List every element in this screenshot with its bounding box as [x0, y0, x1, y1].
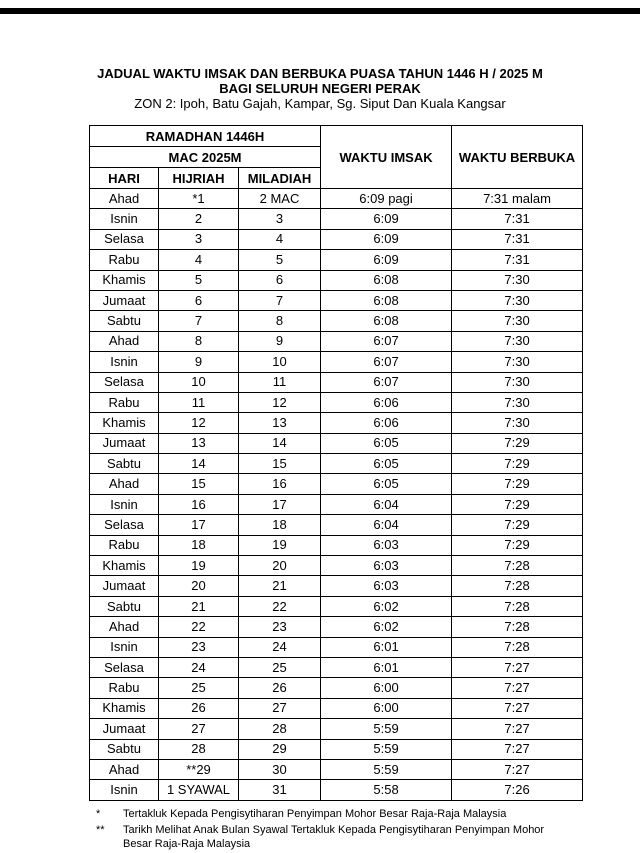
footnote-1-mark: *: [96, 808, 101, 820]
table-row: [90, 637, 583, 657]
cell-hari: Rabu: [90, 678, 159, 698]
table-row: [90, 474, 583, 494]
cell-hari: Isnin: [90, 780, 159, 800]
cell-hijriah: 24: [159, 657, 239, 677]
cell-hari: Jumaat: [90, 433, 159, 453]
cell-imsak: 6:01: [321, 637, 452, 657]
cell-miladiah: 17: [239, 494, 321, 514]
cell-imsak: 6:04: [321, 494, 452, 514]
cell-hijriah: 2: [159, 209, 239, 229]
cell-berbuka: 7:27: [452, 678, 583, 698]
cell-imsak: 6:07: [321, 352, 452, 372]
cell-berbuka: 7:28: [452, 596, 583, 616]
cell-berbuka: 7:30: [452, 290, 583, 310]
cell-miladiah: 9: [239, 331, 321, 351]
header-hijriah: HIJRIAH: [159, 168, 239, 189]
cell-imsak: 5:59: [321, 759, 452, 779]
cell-hijriah: 28: [159, 739, 239, 759]
cell-miladiah: 25: [239, 657, 321, 677]
table-row: [90, 209, 583, 229]
cell-berbuka: 7:29: [452, 535, 583, 555]
cell-miladiah: 15: [239, 454, 321, 474]
cell-hijriah: 17: [159, 515, 239, 535]
cell-hari: Isnin: [90, 637, 159, 657]
cell-hari: Isnin: [90, 494, 159, 514]
cell-miladiah: 30: [239, 759, 321, 779]
cell-imsak: 6:05: [321, 433, 452, 453]
cell-imsak: 6:07: [321, 331, 452, 351]
cell-miladiah: 2 MAC: [239, 189, 321, 209]
table-row: [90, 413, 583, 433]
cell-imsak: 6:04: [321, 515, 452, 535]
cell-imsak: 6:08: [321, 270, 452, 290]
cell-miladiah: 4: [239, 229, 321, 249]
cell-hijriah: 5: [159, 270, 239, 290]
cell-berbuka: 7:30: [452, 352, 583, 372]
cell-imsak: 6:05: [321, 454, 452, 474]
cell-imsak: 6:06: [321, 392, 452, 412]
cell-hijriah: 11: [159, 392, 239, 412]
cell-berbuka: 7:29: [452, 474, 583, 494]
cell-imsak: 6:02: [321, 596, 452, 616]
cell-hijriah: 27: [159, 719, 239, 739]
cell-berbuka: 7:27: [452, 698, 583, 718]
cell-miladiah: 31: [239, 780, 321, 800]
cell-imsak: 6:09: [321, 229, 452, 249]
table-row: [90, 535, 583, 555]
cell-berbuka: 7:31: [452, 229, 583, 249]
cell-hijriah: 21: [159, 596, 239, 616]
footnote-2: [96, 823, 566, 851]
cell-miladiah: 27: [239, 698, 321, 718]
cell-imsak: 6:03: [321, 556, 452, 576]
cell-berbuka: 7:27: [452, 739, 583, 759]
cell-imsak: 6:08: [321, 290, 452, 310]
table-row: [90, 596, 583, 616]
cell-hijriah: 4: [159, 250, 239, 270]
cell-miladiah: 28: [239, 719, 321, 739]
table-row: [90, 352, 583, 372]
table-row: [90, 433, 583, 453]
cell-hari: Selasa: [90, 372, 159, 392]
cell-miladiah: 23: [239, 617, 321, 637]
footnote-2-text: Tarikh Melihat Anak Bulan Syawal Tertakluk Kepada Pengisytiharan Penyimpan Mohor Besar Raja-Raja Malaysia: [123, 824, 545, 850]
table-row: [90, 290, 583, 310]
header-hari: HARI: [90, 168, 159, 189]
cell-hari: Khamis: [90, 270, 159, 290]
footnote-1-text: Tertakluk Kepada Pengisytiharan Penyimpan Mohor Besar Raja-Raja Malaysia: [123, 808, 507, 820]
cell-hari: Rabu: [90, 535, 159, 555]
cell-miladiah: 20: [239, 556, 321, 576]
top-border-bar: [0, 8, 640, 14]
table-row: [90, 678, 583, 698]
cell-hijriah: 9: [159, 352, 239, 372]
cell-miladiah: 10: [239, 352, 321, 372]
cell-hari: Sabtu: [90, 311, 159, 331]
cell-hari: Ahad: [90, 617, 159, 637]
cell-hari: Isnin: [90, 352, 159, 372]
cell-miladiah: 26: [239, 678, 321, 698]
cell-hijriah: 1 SYAWAL: [159, 780, 239, 800]
header-miladiah: MILADIAH: [239, 168, 321, 189]
cell-miladiah: 21: [239, 576, 321, 596]
cell-miladiah: 29: [239, 739, 321, 759]
cell-hari: Rabu: [90, 250, 159, 270]
table-row: [90, 311, 583, 331]
cell-hijriah: 22: [159, 617, 239, 637]
cell-hari: Sabtu: [90, 454, 159, 474]
cell-hari: Khamis: [90, 413, 159, 433]
cell-imsak: 6:03: [321, 576, 452, 596]
table-row: [90, 392, 583, 412]
cell-hari: Khamis: [90, 556, 159, 576]
cell-miladiah: 24: [239, 637, 321, 657]
table-row: [90, 515, 583, 535]
table-row: [90, 698, 583, 718]
cell-hari: Sabtu: [90, 596, 159, 616]
cell-hijriah: 23: [159, 637, 239, 657]
footnote-1: [96, 807, 566, 821]
cell-hari: Selasa: [90, 657, 159, 677]
cell-hari: Sabtu: [90, 739, 159, 759]
header-waktu-berbuka: WAKTU BERBUKA: [452, 126, 583, 189]
cell-berbuka: 7:28: [452, 576, 583, 596]
cell-berbuka: 7:30: [452, 270, 583, 290]
cell-hari: Jumaat: [90, 290, 159, 310]
cell-hijriah: 19: [159, 556, 239, 576]
table-row: [90, 229, 583, 249]
cell-berbuka: 7:31: [452, 250, 583, 270]
cell-imsak: 6:08: [321, 311, 452, 331]
cell-miladiah: 3: [239, 209, 321, 229]
schedule-table: [89, 125, 583, 801]
cell-imsak: 6:09: [321, 209, 452, 229]
cell-imsak: 6:03: [321, 535, 452, 555]
cell-hijriah: 8: [159, 331, 239, 351]
cell-hijriah: 6: [159, 290, 239, 310]
table-row: [90, 189, 583, 209]
zone-description: ZON 2: Ipoh, Batu Gajah, Kampar, Sg. Siput Dan Kuala Kangsar: [134, 96, 506, 111]
cell-berbuka: 7:31: [452, 209, 583, 229]
header-ramadhan: RAMADHAN 1446H: [90, 126, 321, 147]
cell-hari: Selasa: [90, 515, 159, 535]
cell-hari: Rabu: [90, 392, 159, 412]
table-row: [90, 576, 583, 596]
cell-berbuka: 7:30: [452, 372, 583, 392]
cell-hijriah: *1: [159, 189, 239, 209]
footnote-2-mark: **: [96, 824, 105, 836]
cell-berbuka: 7:30: [452, 331, 583, 351]
cell-imsak: 6:09 pagi: [321, 189, 452, 209]
cell-berbuka: 7:30: [452, 413, 583, 433]
cell-miladiah: 5: [239, 250, 321, 270]
cell-imsak: 6:05: [321, 474, 452, 494]
cell-hijriah: 18: [159, 535, 239, 555]
footnotes: [96, 807, 566, 851]
cell-miladiah: 22: [239, 596, 321, 616]
cell-miladiah: 7: [239, 290, 321, 310]
cell-imsak: 6:00: [321, 678, 452, 698]
table-row: [90, 494, 583, 514]
cell-hari: Jumaat: [90, 576, 159, 596]
table-row: [90, 739, 583, 759]
document-subtitle: BAGI SELURUH NEGERI PERAK: [219, 81, 421, 96]
cell-hari: Selasa: [90, 229, 159, 249]
cell-imsak: 6:09: [321, 250, 452, 270]
header-waktu-imsak: WAKTU IMSAK: [321, 126, 452, 189]
cell-berbuka: 7:29: [452, 433, 583, 453]
cell-hari: Ahad: [90, 189, 159, 209]
cell-berbuka: 7:28: [452, 556, 583, 576]
table-body: [90, 189, 583, 801]
cell-berbuka: 7:28: [452, 617, 583, 637]
table-header: [90, 126, 583, 189]
cell-hijriah: **29: [159, 759, 239, 779]
header-mac: MAC 2025M: [90, 147, 321, 168]
table-row: [90, 759, 583, 779]
cell-miladiah: 14: [239, 433, 321, 453]
table-row: [90, 780, 583, 800]
table-row: [90, 556, 583, 576]
cell-hijriah: 16: [159, 494, 239, 514]
table-row: [90, 372, 583, 392]
cell-hari: Jumaat: [90, 719, 159, 739]
cell-hijriah: 3: [159, 229, 239, 249]
cell-hijriah: 25: [159, 678, 239, 698]
table-row: [90, 270, 583, 290]
cell-imsak: 6:01: [321, 657, 452, 677]
cell-hari: Ahad: [90, 759, 159, 779]
cell-hari: Ahad: [90, 331, 159, 351]
cell-berbuka: 7:31 malam: [452, 189, 583, 209]
cell-miladiah: 6: [239, 270, 321, 290]
cell-berbuka: 7:29: [452, 515, 583, 535]
cell-hari: Khamis: [90, 698, 159, 718]
cell-berbuka: 7:29: [452, 454, 583, 474]
cell-hari: Isnin: [90, 209, 159, 229]
cell-berbuka: 7:27: [452, 719, 583, 739]
cell-hijriah: 20: [159, 576, 239, 596]
cell-hijriah: 12: [159, 413, 239, 433]
cell-hijriah: 13: [159, 433, 239, 453]
cell-berbuka: 7:30: [452, 392, 583, 412]
table-row: [90, 331, 583, 351]
table-row: [90, 250, 583, 270]
table-row: [90, 719, 583, 739]
cell-berbuka: 7:27: [452, 657, 583, 677]
cell-hijriah: 15: [159, 474, 239, 494]
cell-miladiah: 11: [239, 372, 321, 392]
cell-miladiah: 8: [239, 311, 321, 331]
cell-hijriah: 14: [159, 454, 239, 474]
cell-berbuka: 7:26: [452, 780, 583, 800]
cell-imsak: 5:59: [321, 719, 452, 739]
cell-imsak: 6:06: [321, 413, 452, 433]
cell-miladiah: 12: [239, 392, 321, 412]
cell-imsak: 5:59: [321, 739, 452, 759]
cell-miladiah: 18: [239, 515, 321, 535]
table-row: [90, 454, 583, 474]
cell-miladiah: 19: [239, 535, 321, 555]
document-title: JADUAL WAKTU IMSAK DAN BERBUKA PUASA TAHUN 1446 H / 2025 M: [97, 66, 543, 81]
cell-berbuka: 7:30: [452, 311, 583, 331]
cell-imsak: 5:58: [321, 780, 452, 800]
cell-berbuka: 7:29: [452, 494, 583, 514]
cell-imsak: 6:02: [321, 617, 452, 637]
cell-miladiah: 13: [239, 413, 321, 433]
cell-imsak: 6:07: [321, 372, 452, 392]
cell-hijriah: 7: [159, 311, 239, 331]
cell-miladiah: 16: [239, 474, 321, 494]
table-row: [90, 617, 583, 637]
cell-hijriah: 10: [159, 372, 239, 392]
cell-hari: Ahad: [90, 474, 159, 494]
table-row: [90, 657, 583, 677]
cell-berbuka: 7:27: [452, 759, 583, 779]
cell-imsak: 6:00: [321, 698, 452, 718]
cell-berbuka: 7:28: [452, 637, 583, 657]
cell-hijriah: 26: [159, 698, 239, 718]
